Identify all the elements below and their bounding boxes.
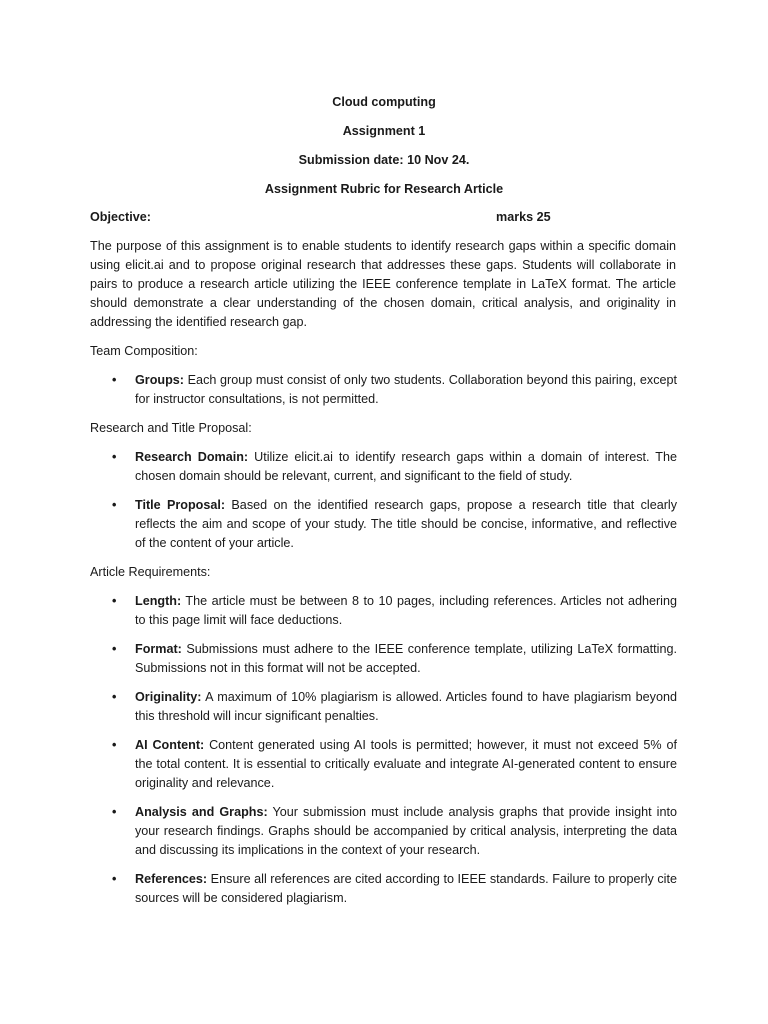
objective-paragraph: The purpose of this assignment is to enable students to identify research gaps within a specific domain using elicit.ai and to propose original research that addresses these gaps. Students will collaborate in pairs to produce a research article utilizing the IEEE conference template in LaTeX format. The article should demonstrate a clear understanding of the chosen domain, critical analysis, and originality in addressing the identified research gap. <box>90 239 676 329</box>
bullet-icon: • <box>112 498 117 512</box>
list-item <box>135 496 677 553</box>
item-label: Research Domain: <box>135 450 249 464</box>
item-label: Length: <box>135 594 182 608</box>
item-text: A maximum of 10% plagiarism is allowed. Articles found to have plagiarism beyond this threshold will incur significant penalties. <box>135 690 677 723</box>
item-text: The article must be between 8 to 10 pages, including references. Articles not adhering to this page limit will face deductions. <box>135 594 677 627</box>
list-item <box>135 371 677 409</box>
item-label: Title Proposal: <box>135 498 226 512</box>
list-item <box>135 640 677 678</box>
item-label: AI Content: <box>135 738 205 752</box>
bullet-icon: • <box>112 738 117 752</box>
bullet-icon: • <box>112 642 117 656</box>
bullet-icon: • <box>112 373 117 387</box>
list-item <box>135 736 677 793</box>
rubric-title: Assignment Rubric for Research Article <box>264 182 504 196</box>
marks-label: marks 25 <box>496 210 551 224</box>
team-heading: Team Composition: <box>90 344 198 358</box>
item-label: References: <box>135 872 208 886</box>
list-item <box>135 592 677 630</box>
bullet-icon: • <box>112 594 117 608</box>
item-label: Analysis and Graphs: <box>135 805 268 819</box>
item-text: Based on the identified research gaps, propose a research title that clearly reflects the aim and scope of your study. The title should be concise, informative, and reflective of the content of your article. <box>135 498 677 550</box>
item-text: Ensure all references are cited according to IEEE standards. Failure to properly cite sources will be considered plagiarism. <box>135 872 677 905</box>
item-text: Content generated using AI tools is permitted; however, it must not exceed 5% of the total content. It is essential to critically evaluate and integrate AI-generated content to ensure originality and relevance. <box>135 738 677 790</box>
list-item <box>135 870 677 908</box>
requirements-heading: Article Requirements: <box>90 565 211 579</box>
item-text: Your submission must include analysis graphs that provide insight into your research findings. Graphs should be accompanied by critical analysis, interpreting the data and discussing its implications in the context of your research. <box>135 805 677 857</box>
list-item <box>135 448 677 486</box>
bullet-icon: • <box>112 805 117 819</box>
item-text: Utilize elicit.ai to identify research gaps within a domain of interest. The chosen domain should be relevant, current, and significant to the field of study. <box>135 450 677 483</box>
item-label: Originality: <box>135 690 202 704</box>
assignment-title: Assignment 1 <box>342 124 426 138</box>
research-heading: Research and Title Proposal: <box>90 421 252 435</box>
course-title: Cloud computing <box>332 95 436 109</box>
objective-label: Objective: <box>90 210 151 224</box>
item-label: Format: <box>135 642 182 656</box>
list-item <box>135 803 677 860</box>
submission-date: Submission date: 10 Nov 24. <box>298 153 470 167</box>
item-text: Each group must consist of only two students. Collaboration beyond this pairing, except for instructor consultations, is not permitted. <box>135 373 677 406</box>
bullet-icon: • <box>112 872 117 886</box>
item-text: Submissions must adhere to the IEEE conference template, utilizing LaTeX formatting. Submissions not in this format will not be accepted. <box>135 642 677 675</box>
bullet-icon: • <box>112 690 117 704</box>
item-label: Groups: <box>135 373 184 387</box>
list-item <box>135 688 677 726</box>
bullet-icon: • <box>112 450 117 464</box>
